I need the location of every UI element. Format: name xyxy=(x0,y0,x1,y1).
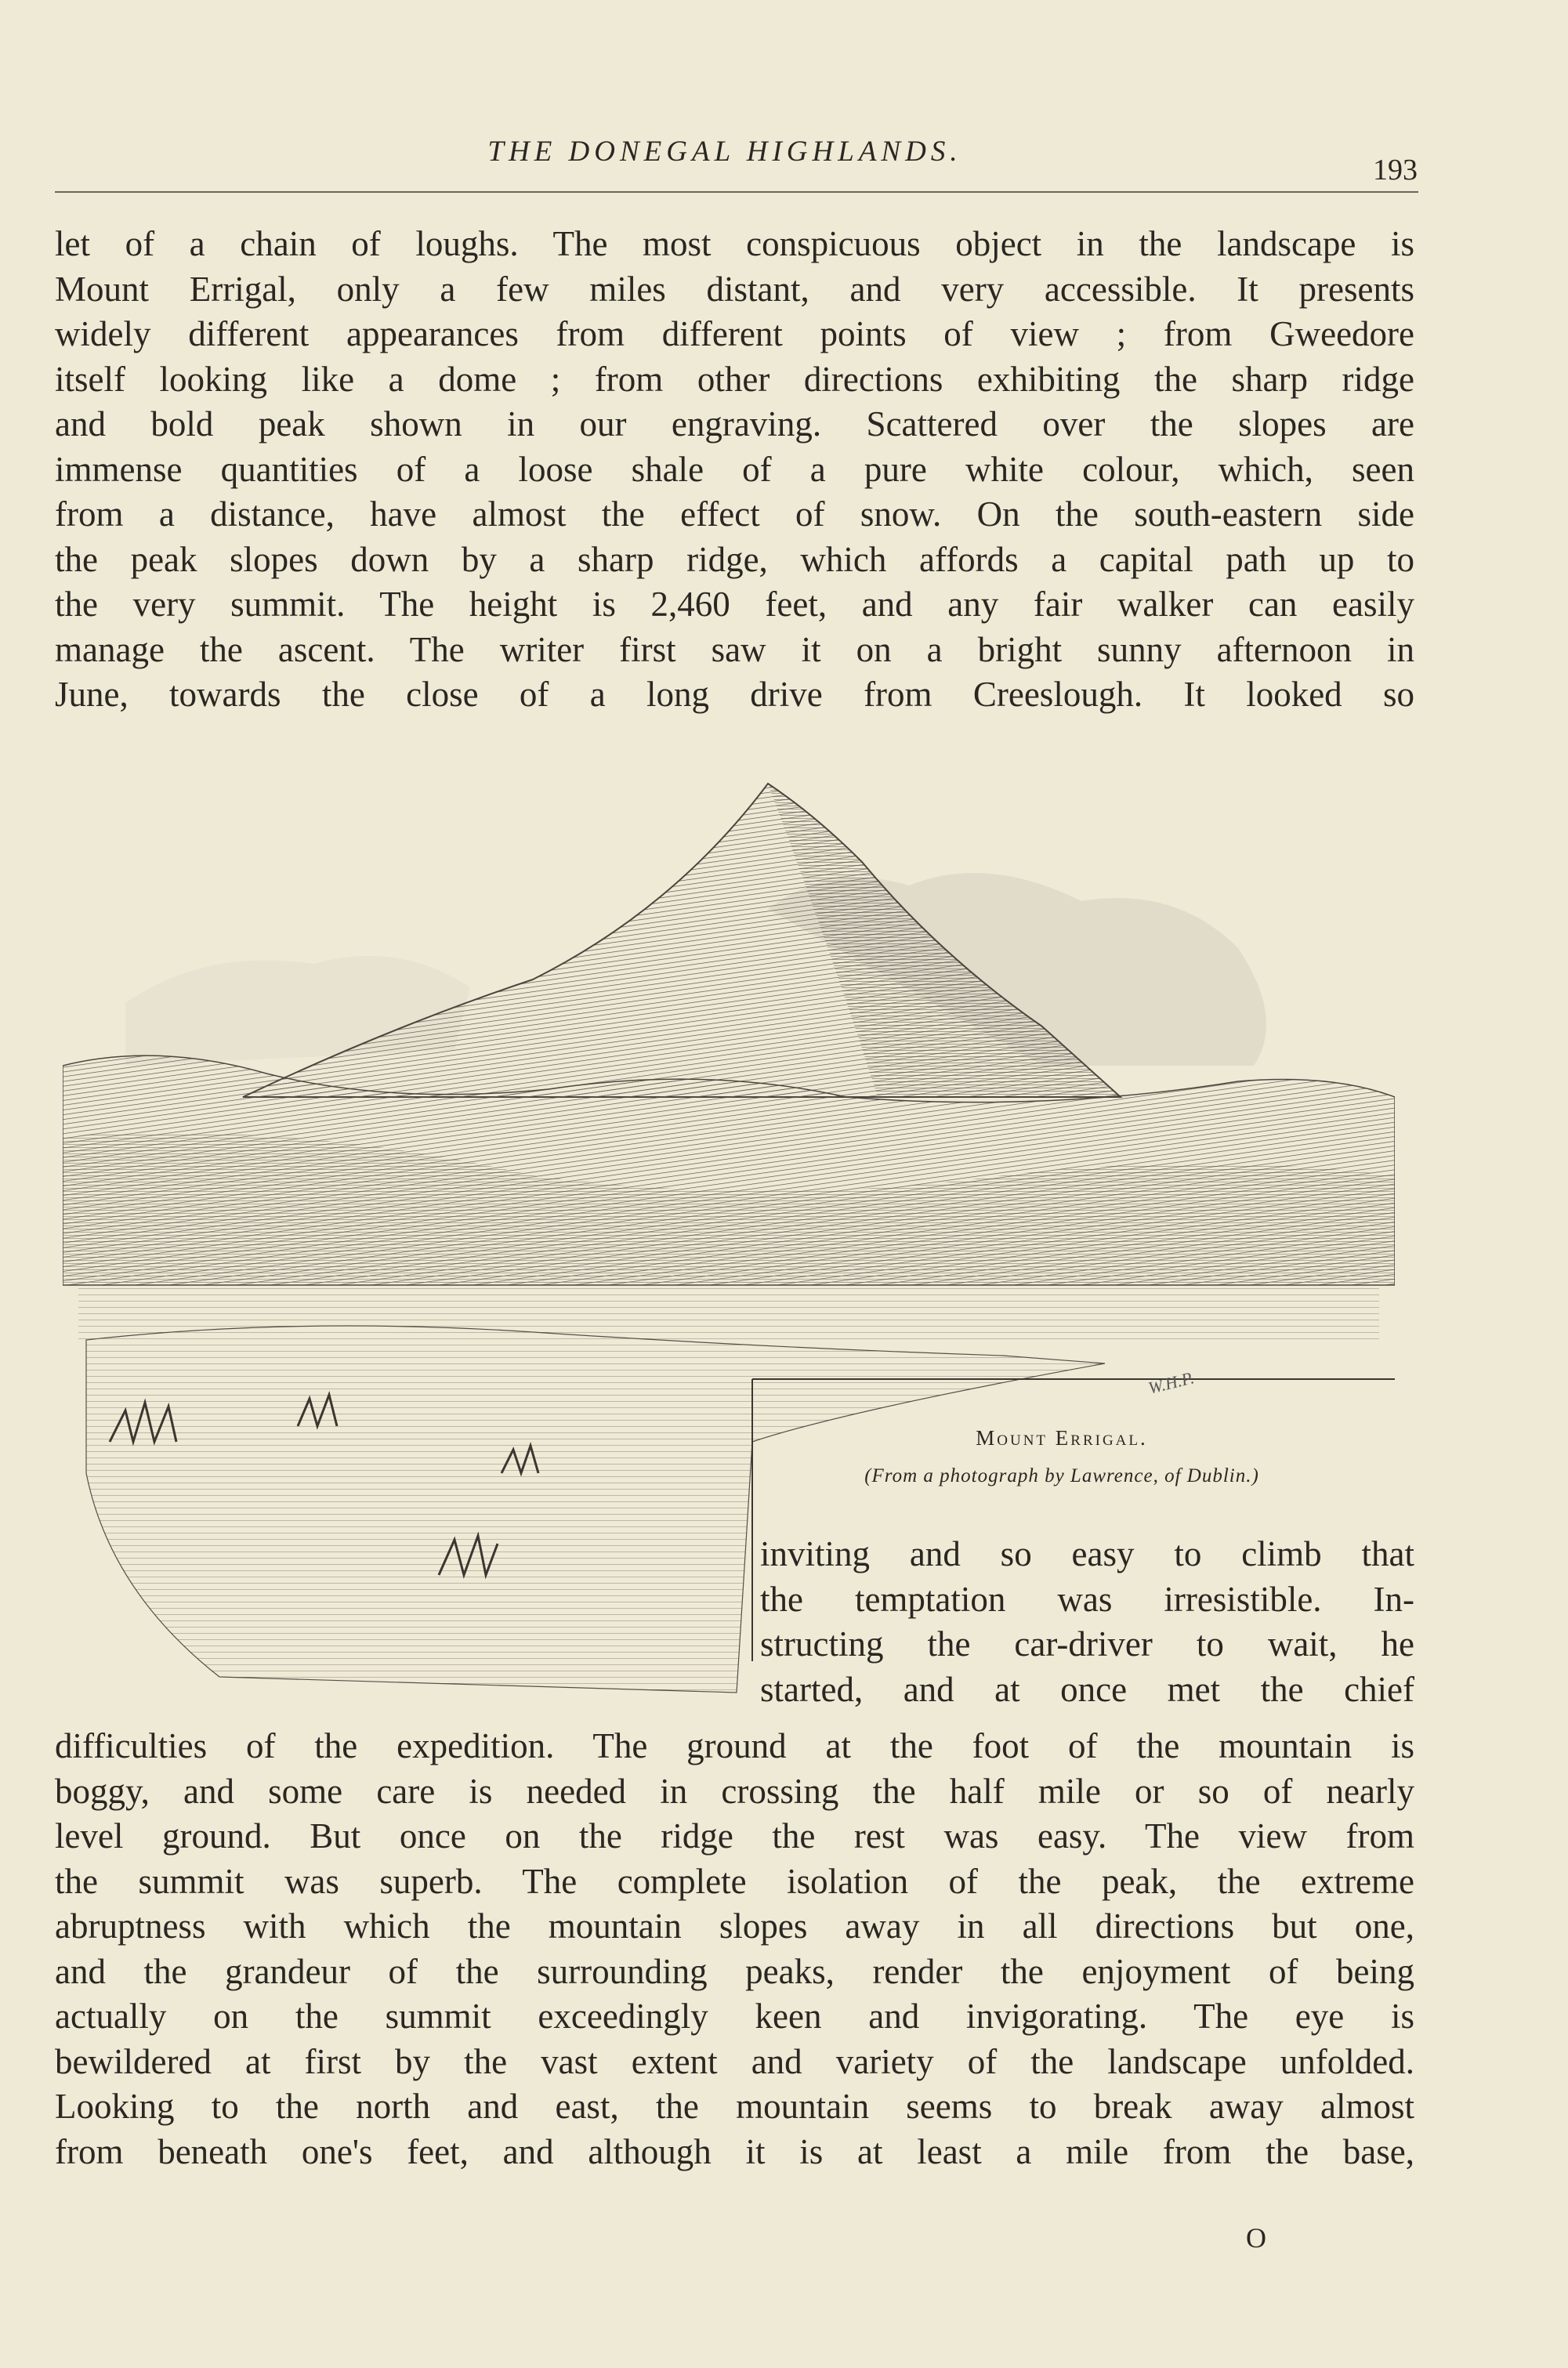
text-line: June, towards the close of a long drive from Creeslough. It looked so xyxy=(55,675,1414,714)
text-line: structing the car-driver to wait, he xyxy=(760,1624,1414,1664)
text-line: Mount Errigal, only a few miles distant, and very accessible. It presents xyxy=(55,269,1414,309)
text-line: the temptation was irresistible. In- xyxy=(760,1579,1414,1619)
text-line: the summit was superb. The complete isolation of the peak, the extreme xyxy=(55,1861,1414,1901)
text-line: abruptness with which the mountain slopes away in all directions but one, xyxy=(55,1906,1414,1946)
text-line: level ground. But once on the ridge the rest was easy. The view from xyxy=(55,1816,1414,1856)
text-line: immense quantities of a loose shale of a pure white colour, which, seen xyxy=(55,449,1414,489)
illustration-credit: (From a photograph by Lawrence, of Dublin.) xyxy=(864,1465,1259,1486)
text-line: the very summit. The height is 2,460 feet, and any fair walker can easily xyxy=(55,585,1414,624)
illustration-caption: Mount Errigal. xyxy=(976,1426,1148,1450)
text-line: and the grandeur of the surrounding peaks, render the enjoyment of being xyxy=(55,1951,1414,1991)
signature-mark: O xyxy=(1246,2222,1266,2254)
text-line: let of a chain of loughs. The most conspicuous object in the landscape is xyxy=(55,224,1414,263)
text-line: bewildered at first by the vast extent and variety of the landscape unfolded. xyxy=(55,2041,1414,2081)
text-line: Looking to the north and east, the mountain seems to break away almost xyxy=(55,2087,1414,2126)
page-number: 193 xyxy=(1373,154,1418,186)
text-line: manage the ascent. The writer first saw it on a bright sunny afternoon in xyxy=(55,629,1414,669)
text-line: the peak slopes down by a sharp ridge, which affords a capital path up to xyxy=(55,539,1414,579)
text-line: widely different appearances from different points of view ; from Gweedore xyxy=(55,314,1414,353)
text-line: difficulties of the expedition. The ground at the foot of the mountain is xyxy=(55,1726,1414,1765)
engraver-signature: W.H.P. xyxy=(1146,1367,1197,1398)
text-line: boggy, and some care is needed in crossing the half mile or so of nearly xyxy=(55,1771,1414,1811)
text-line: and bold peak shown in our engraving. Scattered over the slopes are xyxy=(55,404,1414,444)
running-head: THE DONEGAL HIGHLANDS. xyxy=(487,136,962,168)
header-rule xyxy=(55,191,1418,193)
text-line: from beneath one's feet, and although it is at least a mile from the base, xyxy=(55,2131,1414,2171)
text-line: from a distance, have almost the effect of snow. On the south-eastern side xyxy=(55,494,1414,534)
body-text-bottom xyxy=(55,1724,1414,2174)
text-line: started, and at once met the chief xyxy=(760,1669,1414,1709)
body-text-top xyxy=(55,222,1414,718)
body-text-wrap xyxy=(760,1532,1414,1712)
text-line: itself looking like a dome ; from other directions exhibiting the sharp ridge xyxy=(55,359,1414,399)
text-line: inviting and so easy to climb that xyxy=(760,1534,1414,1573)
text-line: actually on the summit exceedingly keen and invigorating. The eye is xyxy=(55,1997,1414,2036)
